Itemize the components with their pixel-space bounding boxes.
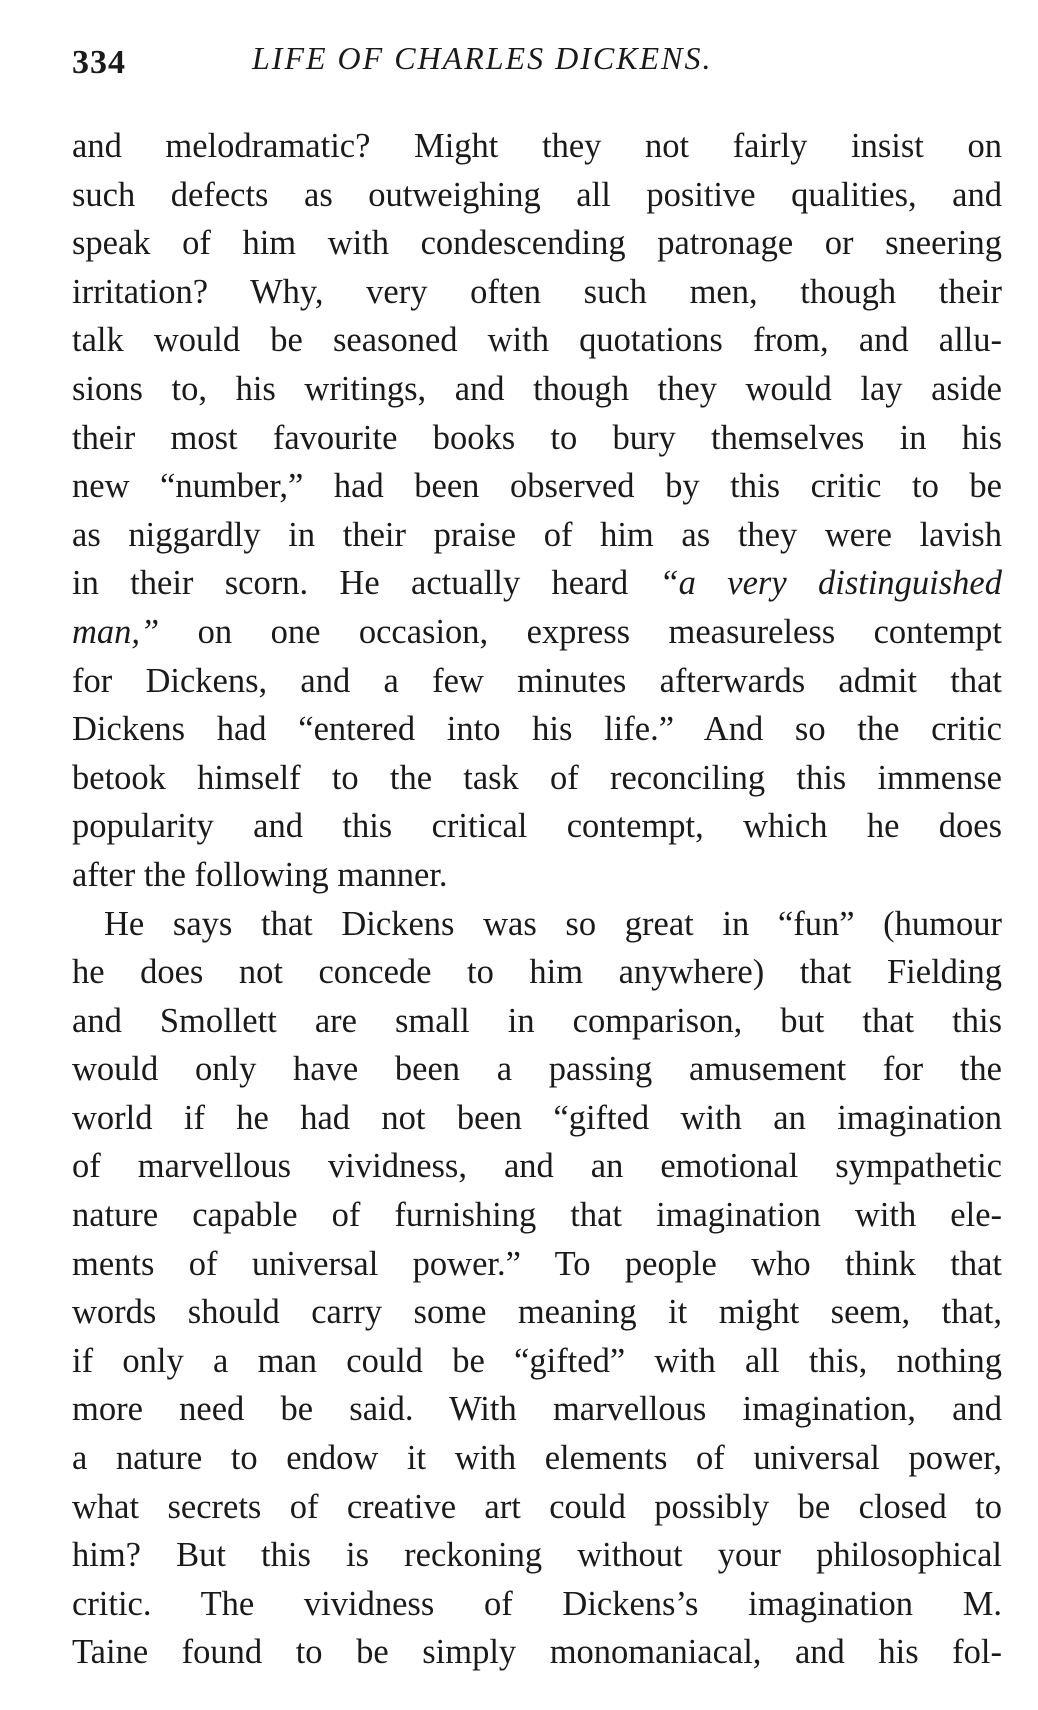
text-line: He says that Dickens was so great in “fun” (humour bbox=[104, 904, 1002, 943]
body-text bbox=[72, 122, 1002, 1677]
page-number: 334 bbox=[72, 44, 126, 81]
text-line: popularity and this critical contempt, which he does bbox=[72, 807, 1002, 846]
text-line: and Smollett are small in comparison, but that this bbox=[72, 1001, 1002, 1040]
text-line: a nature to endow it with elements of universal power, bbox=[72, 1439, 1002, 1478]
text-line: for Dickens, and a few minutes afterwards admit that bbox=[72, 661, 1002, 700]
paragraph-2 bbox=[72, 900, 1002, 1678]
text-line: ments of universal power.” To people who think that bbox=[72, 1244, 1002, 1283]
text-line: Taine found to be simply monomaniacal, and his fol- bbox=[72, 1633, 1002, 1672]
italic-quote: “a very distinguished bbox=[659, 564, 1002, 603]
text-line bbox=[72, 559, 1002, 608]
text-line: words should carry some meaning it might seem, that, bbox=[72, 1293, 1002, 1332]
paragraph-1 bbox=[72, 122, 1002, 900]
page-header bbox=[72, 34, 1002, 94]
line-text: on one occasion, express measureless contempt bbox=[197, 612, 1002, 651]
text-line: new “number,” had been observed by this critic to be bbox=[72, 467, 1002, 506]
text-line: betook himself to the task of reconciling this immense bbox=[72, 758, 1002, 797]
text-line bbox=[72, 608, 1002, 657]
text-line: nature capable of furnishing that imagination with ele- bbox=[72, 1196, 1002, 1235]
text-line: talk would be seasoned with quotations from, and allu- bbox=[72, 321, 1002, 360]
text-line: what secrets of creative art could possibly be closed to bbox=[72, 1487, 1002, 1526]
text-line: Dickens had “entered into his life.” And so the critic bbox=[72, 710, 1002, 749]
text-line: as niggardly in their praise of him as they were lavish bbox=[72, 515, 1002, 554]
text-line: such defects as outweighing all positive qualities, and bbox=[72, 175, 1002, 214]
text-line: if only a man could be “gifted” with all this, nothing bbox=[72, 1341, 1002, 1380]
italic-quote: man,” bbox=[72, 612, 160, 651]
text-line: their most favourite books to bury themselves in his bbox=[72, 418, 1002, 457]
text-line: would only have been a passing amusement for the bbox=[72, 1050, 1002, 1089]
text-line: sions to, his writings, and though they would lay aside bbox=[72, 369, 1002, 408]
running-title: LIFE OF CHARLES DICKENS. bbox=[252, 40, 713, 76]
text-line: irritation? Why, very often such men, though their bbox=[72, 272, 1002, 311]
text-line: world if he had not been “gifted with an imagination bbox=[72, 1098, 1002, 1137]
line-text: in their scorn. He actually heard bbox=[72, 564, 629, 603]
text-line: critic. The vividness of Dickens’s imagination M. bbox=[72, 1584, 1002, 1623]
text-line: more need be said. With marvellous imagination, and bbox=[72, 1390, 1002, 1429]
text-line: speak of him with condescending patronage or sneering bbox=[72, 224, 1002, 263]
text-line: he does not concede to him anywhere) that Fielding bbox=[72, 953, 1002, 992]
text-line: of marvellous vividness, and an emotional sympathetic bbox=[72, 1147, 1002, 1186]
text-line: after the following manner. bbox=[72, 855, 448, 894]
text-line: him? But this is reckoning without your philosophical bbox=[72, 1536, 1002, 1575]
text-line: and melodramatic? Might they not fairly insist on bbox=[72, 127, 1002, 165]
